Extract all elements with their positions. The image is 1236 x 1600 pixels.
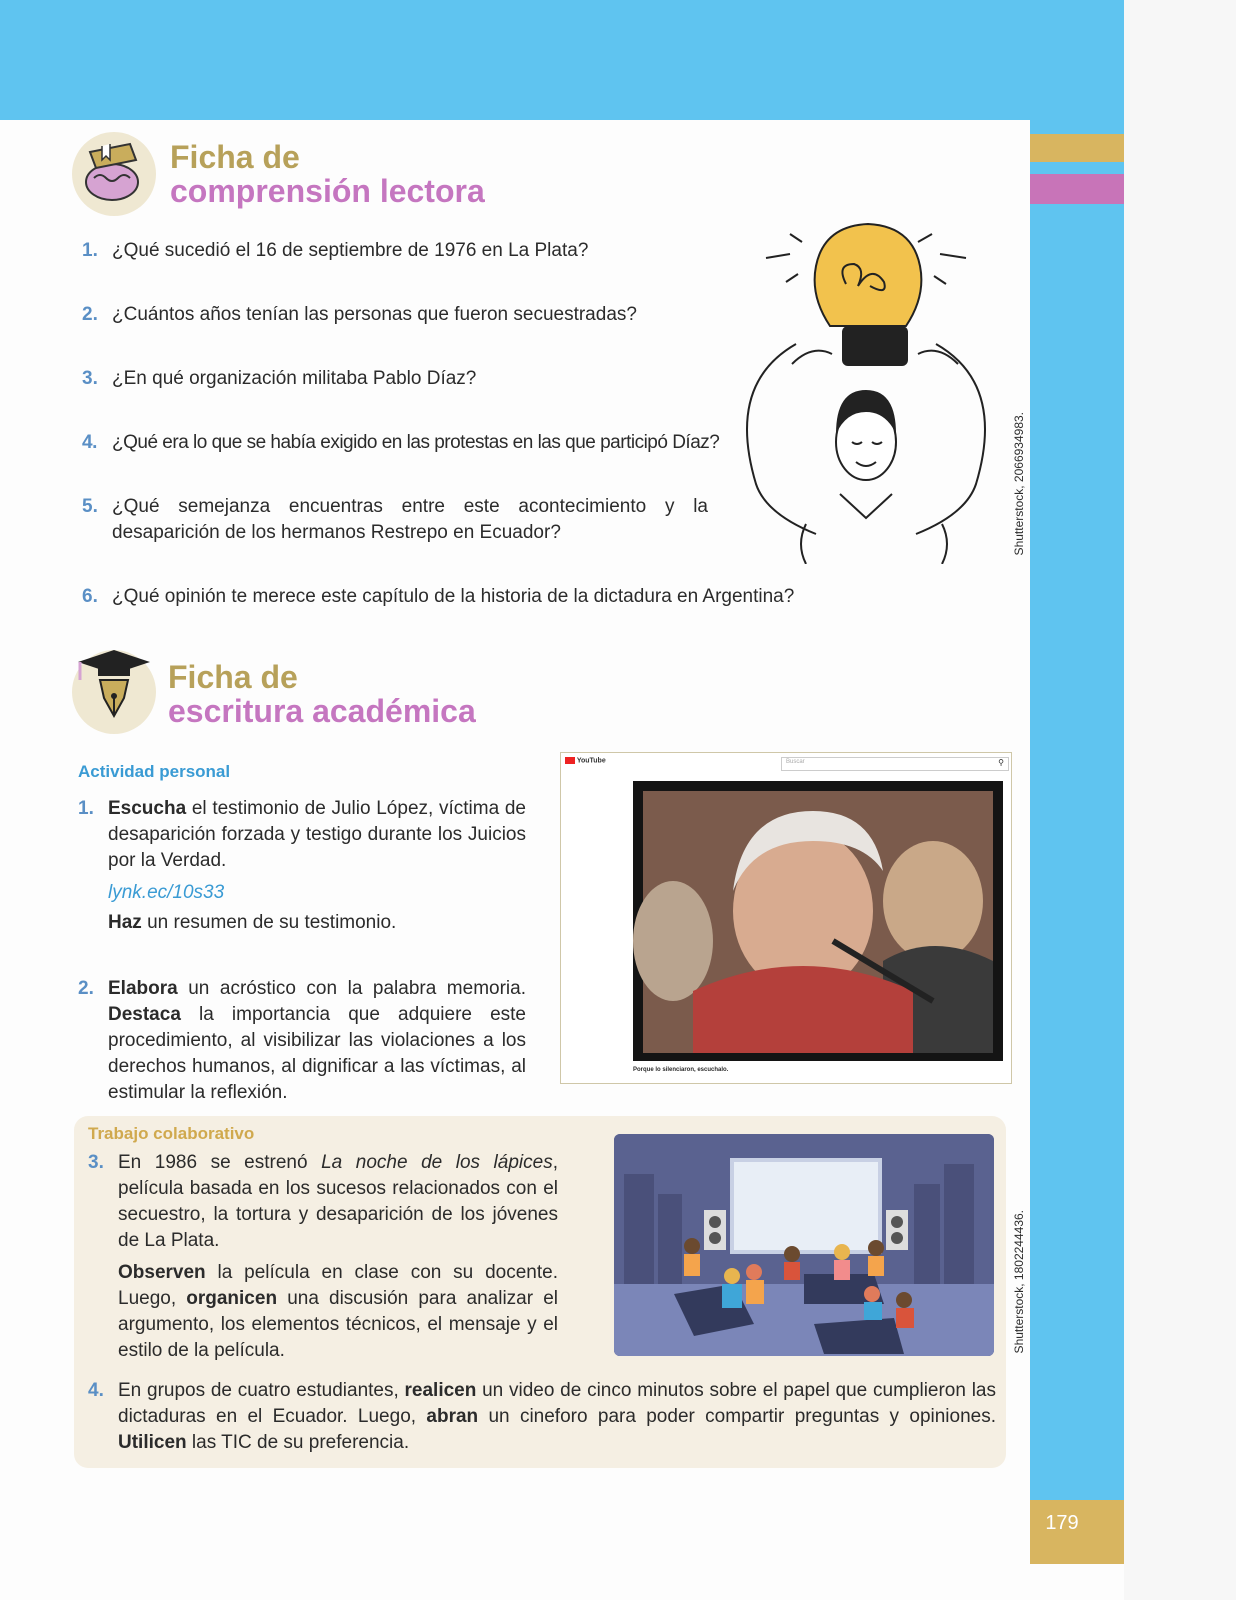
item-verb: Haz [108, 912, 142, 933]
video-caption: Porque lo silenciaron, escuchalo. [633, 1067, 729, 1073]
item-verb: Elabora [108, 978, 178, 999]
activity-item-3 [88, 1150, 558, 1364]
question-6 [82, 584, 812, 610]
comprension-title [170, 140, 485, 208]
video-player[interactable] [633, 781, 1003, 1061]
item-text: las TIC de su preferencia. [186, 1432, 410, 1453]
question-number: 3. [82, 368, 98, 389]
escritura-title [168, 660, 476, 728]
search-icon[interactable]: ⚲ [998, 758, 1004, 767]
item-number: 4. [88, 1380, 104, 1401]
youtube-brand: YouTube [576, 757, 606, 765]
top-color-band [0, 0, 1124, 120]
question-text: ¿Qué sucedió el 16 de septiembre de 1976 en La Plata? [112, 240, 589, 261]
question-5 [82, 494, 708, 546]
testimony-link[interactable]: lynk.ec/10s33 [108, 882, 225, 903]
activity-item-1 [78, 796, 526, 936]
item-text: la importancia que adquiere este procedimiento, al visibilizar las violaciones a los derechos humanos, al dignificar a las víctimas, al estimular la reflexión. [108, 1004, 526, 1103]
video-search-box[interactable] [781, 757, 1009, 771]
question-1 [82, 238, 732, 264]
side-gold-stripe [1030, 134, 1124, 162]
item-text: el testimonio de Julio López, víctima de desaparición forzada y testigo durante los Juicios por la Verdad. [108, 798, 526, 871]
activity-item-4 [88, 1378, 996, 1456]
item-text: un cineforo para poder compartir preguntas y opiniones. [478, 1406, 996, 1427]
item-verb: Observen [118, 1262, 206, 1283]
search-placeholder: Buscar [786, 759, 805, 765]
page-number: 179 [1045, 1512, 1079, 1534]
item-text: un video de cinco minutos sobre el papel que cumplieron las dictaduras en el Ecuador. Luego, [118, 1380, 996, 1427]
personal-activity-heading: Actividad personal [78, 762, 231, 781]
comprension-title-line2: comprensión lectora [170, 173, 485, 209]
comprension-title-line1: Ficha de [170, 139, 300, 175]
item-number: 3. [88, 1152, 104, 1173]
item-verb: Escucha [108, 798, 187, 819]
question-number: 5. [82, 496, 98, 517]
question-2 [82, 302, 732, 328]
question-number: 4. [82, 432, 97, 453]
item-number: 2. [78, 978, 94, 999]
item-verb: Destaca [108, 1004, 181, 1025]
escritura-title-line2: escritura académica [168, 693, 476, 729]
item-text: un acróstico con la palabra memoria. [177, 978, 526, 999]
question-text: ¿Cuántos años tenían las personas que fueron secuestradas? [112, 304, 637, 325]
question-text: ¿Qué era lo que se había exigido en las protestas en las que participó Díaz? [112, 432, 720, 453]
page-edge [1124, 0, 1236, 1600]
side-pink-stripe [1030, 174, 1124, 204]
item-text: , película basada en los sucesos relacionados con el secuestro, la tortura y desaparición de los jóvenes de La Plata. [118, 1152, 558, 1251]
item-verb: Utilicen [118, 1432, 187, 1453]
question-4 [82, 430, 752, 456]
item-text: En grupos de cuatro estudiantes, [118, 1380, 405, 1401]
question-number: 1. [82, 240, 98, 261]
item-text: un resumen de su testimonio. [141, 912, 397, 933]
question-number: 6. [82, 586, 98, 607]
item-verb: organicen [186, 1288, 278, 1309]
outdoor-cinema-illustration [614, 1134, 994, 1356]
graduation-pen-icon [72, 650, 156, 734]
brain-book-icon [72, 132, 156, 216]
question-text: ¿En qué organización militaba Pablo Díaz? [112, 368, 477, 389]
item-number: 1. [78, 798, 94, 819]
question-text: ¿Qué opinión te merece este capítulo de la historia de la dictadura en Argentina? [112, 586, 795, 607]
youtube-logo [565, 757, 606, 764]
item-text: En 1986 se estrenó [118, 1152, 322, 1173]
side-color-band [1030, 120, 1124, 1500]
item-verb: abran [426, 1406, 479, 1427]
image-credit-cinema: Shutterstock, 1802244436. [1012, 1210, 1026, 1354]
question-text: ¿Qué semejanza encuentras entre este acontecimiento y la desaparición de los hermanos Restrepo en Ecuador? [112, 496, 708, 543]
film-title: La noche de los lápices [321, 1152, 553, 1173]
question-3 [82, 366, 732, 392]
escritura-title-line1: Ficha de [168, 659, 298, 695]
collaborative-heading: Trabajo colaborativo [88, 1124, 255, 1143]
youtube-video-screenshot [560, 752, 1012, 1084]
question-number: 2. [82, 304, 98, 325]
activity-item-2 [78, 976, 526, 1106]
lightbulb-idea-illustration [736, 214, 996, 564]
item-verb: realicen [404, 1380, 477, 1401]
item-text: la película en clase con su docente. Luego, [118, 1262, 558, 1309]
item-text: una discusión para analizar el argumento, los elementos técnicos, el mensaje y el estilo de la película. [118, 1288, 558, 1361]
image-credit-bulb: Shutterstock, 2066934983. [1012, 412, 1026, 556]
